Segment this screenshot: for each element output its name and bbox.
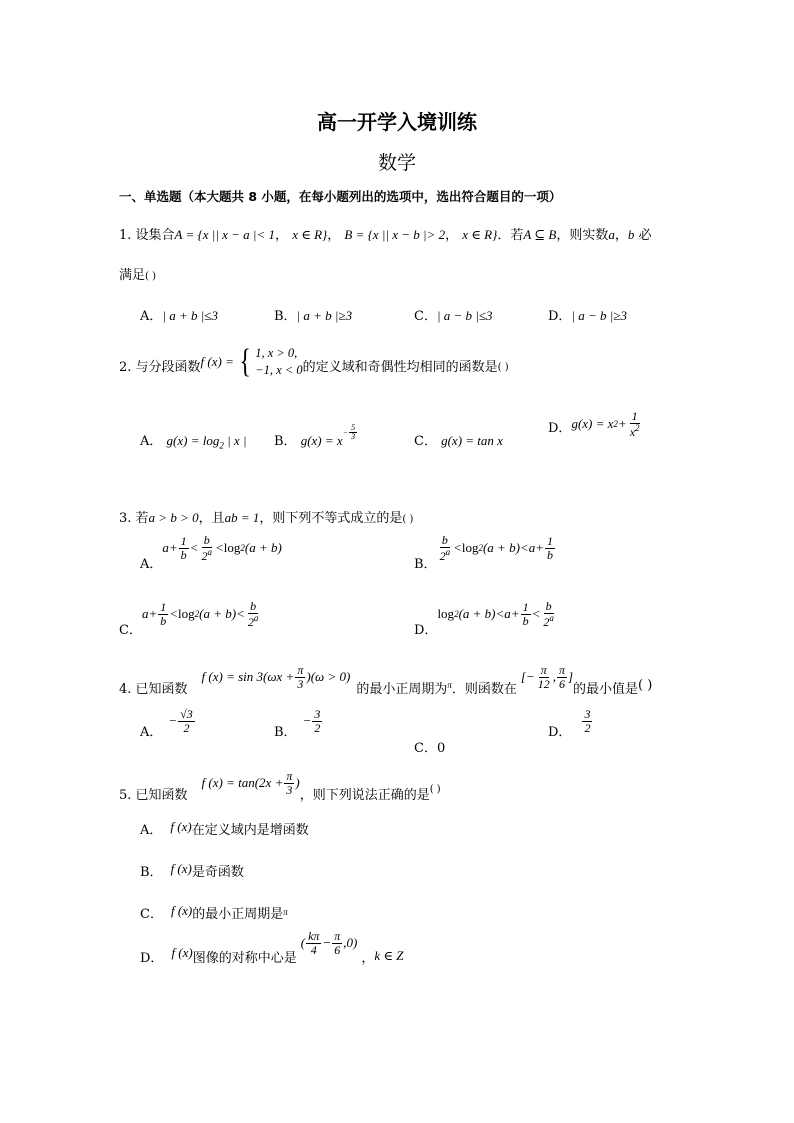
- option-label: D．: [548, 421, 572, 437]
- math-text: 2: [247, 614, 254, 629]
- q2-option-c[interactable]: [414, 430, 503, 449]
- option-fx: f (x): [171, 945, 193, 961]
- frac-num: √3: [180, 707, 193, 721]
- question-1-line-2: [119, 264, 156, 283]
- math-text: a: [528, 540, 536, 556]
- option-text: 0: [436, 741, 446, 756]
- q3-option-c[interactable]: [119, 599, 261, 640]
- q5-function: [202, 770, 300, 796]
- q5-option-a[interactable]: [140, 819, 309, 838]
- math-text: <: [236, 606, 245, 622]
- option-text: 的最小正周期是: [192, 907, 284, 922]
- frac-den: 4: [310, 942, 317, 957]
- q1-option-c[interactable]: [414, 305, 493, 324]
- q4-interval: [521, 664, 573, 690]
- math-fraction: [628, 410, 642, 438]
- frac-den: 3: [297, 676, 304, 691]
- q2-cases: [255, 345, 302, 379]
- option-label: B．: [140, 865, 163, 880]
- math-text: f (x) = sin 3(ωx +: [201, 669, 295, 685]
- math-text: ,: [552, 669, 556, 685]
- math-fraction: [284, 770, 294, 796]
- math-text: ]: [567, 669, 574, 685]
- section-heading: 一、单选题（本大题共 8 小题，在每小题列出的选项中，选出符合题目的一项）: [119, 189, 562, 204]
- question-2: [119, 345, 509, 379]
- math-sup: a: [253, 612, 259, 623]
- q2-option-a[interactable]: [140, 430, 247, 451]
- math-text: −: [322, 935, 332, 951]
- math-sup: 2: [635, 422, 640, 433]
- frac-den: 3: [286, 782, 293, 797]
- math-sup-sign: −: [342, 428, 349, 437]
- option-label: B．: [274, 309, 297, 324]
- math-fraction: [545, 535, 555, 561]
- math-fraction: [179, 535, 189, 561]
- math-text: <: [531, 606, 541, 622]
- frac-num: 1: [160, 600, 167, 614]
- q5-option-d[interactable]: [140, 929, 404, 966]
- math-text: g(x) = x: [300, 433, 343, 448]
- q2-fx: f (x) =: [200, 354, 234, 369]
- answer-blank: ( ): [429, 783, 441, 795]
- option-text: 图像的对称中心是: [192, 950, 297, 966]
- frac-den: 2: [183, 720, 190, 735]
- frac-den: 3: [351, 432, 356, 441]
- question-1-line-1: [119, 224, 652, 243]
- math-text: g(x) = log: [166, 433, 220, 448]
- frac-num: b: [250, 599, 257, 613]
- option-text: 是奇函数: [191, 865, 244, 880]
- option-math: [142, 600, 261, 628]
- option-text: 在定义域内是增函数: [191, 823, 309, 838]
- answer-blank: ( ): [402, 514, 414, 525]
- math-text: −: [168, 713, 178, 729]
- option-label: D．: [140, 950, 164, 966]
- math-sup: a: [445, 546, 451, 557]
- math-fraction: [199, 534, 214, 562]
- q2-stem-b: 的定义域和奇偶性均相同的函数是: [302, 360, 498, 375]
- option-pi: π: [283, 907, 288, 917]
- math-sep: ，: [361, 950, 375, 966]
- frac-num: 1: [522, 600, 529, 614]
- option-math: [437, 534, 556, 562]
- q5-option-c[interactable]: [140, 903, 288, 922]
- q3-stem: 3. 若: [119, 511, 149, 526]
- math-fraction: [521, 601, 531, 627]
- math-text: ,0): [343, 935, 358, 951]
- q3-cond-2: ab = 1: [224, 510, 260, 525]
- option-fx: f (x): [170, 903, 193, 918]
- math-fraction: [349, 424, 357, 442]
- q1-stem-d: 必: [638, 228, 652, 243]
- option-fx: f (x): [170, 861, 192, 876]
- math-text: (: [300, 935, 306, 951]
- frac-num: π: [297, 663, 304, 677]
- q4-option-d[interactable]: [548, 707, 593, 742]
- option-label: A．: [140, 309, 163, 324]
- q2-piecewise: [201, 345, 303, 379]
- frac-den: [628, 424, 642, 439]
- q1-option-b[interactable]: [274, 305, 352, 324]
- q4-option-a[interactable]: [140, 707, 196, 742]
- q5-stem-b: ，则下列说法正确的是: [299, 787, 430, 803]
- option-label: C．: [414, 741, 437, 756]
- math-text: <: [214, 540, 224, 556]
- frac-num: π: [558, 663, 565, 677]
- math-text: log: [437, 606, 455, 622]
- question-5: [119, 769, 441, 803]
- option-math: [581, 708, 593, 734]
- q1-domain-b: x ∈ R}: [462, 227, 498, 242]
- q5-option-b[interactable]: [140, 861, 244, 880]
- math-text: log: [178, 606, 195, 622]
- q1-sep: ，: [445, 228, 459, 243]
- option-label: D．: [548, 725, 572, 741]
- frac-num: 3: [314, 707, 321, 721]
- q1-option-d[interactable]: [548, 305, 627, 324]
- brace-glyph: {: [239, 343, 251, 380]
- option-label: D．: [548, 309, 572, 324]
- q2-option-d[interactable]: [548, 410, 643, 438]
- frac-den: 6: [558, 676, 565, 691]
- math-text: +: [617, 416, 627, 432]
- page-title: 高一开学入境训练: [317, 110, 477, 134]
- q2-option-b[interactable]: [274, 422, 358, 451]
- math-text: <: [169, 606, 179, 622]
- answer-blank: ( ): [638, 677, 653, 693]
- math-sup: a: [549, 612, 554, 623]
- math-fraction: [312, 708, 322, 734]
- frac-den: b: [180, 547, 187, 562]
- math-text: 2: [201, 548, 208, 563]
- math-fraction: [582, 708, 592, 734]
- option-label: C．: [140, 907, 163, 922]
- q4-stem-d: 的最小值是: [573, 681, 639, 697]
- q3-stem-c: ，则下列不等式成立的是: [259, 511, 403, 526]
- frac-den: b: [522, 613, 529, 628]
- option-label: B．: [274, 725, 297, 741]
- q1-stem-e: 满足: [119, 268, 146, 283]
- frac-num: b: [441, 533, 448, 547]
- math-text: <: [495, 606, 505, 622]
- frac-den: [199, 548, 214, 563]
- option-label: A．: [140, 725, 163, 741]
- math-text: <: [519, 540, 529, 556]
- option-math: [303, 708, 324, 734]
- math-sup: a: [207, 546, 212, 557]
- math-fraction: [246, 600, 261, 628]
- q4-option-c[interactable]: [414, 737, 445, 756]
- math-text: 2: [543, 614, 550, 629]
- q1-sep: ，: [327, 228, 341, 243]
- subject-title: 数学: [377, 152, 416, 174]
- math-text: (a + b): [458, 606, 496, 622]
- math-text: (a + b): [482, 540, 520, 556]
- frac-num: b: [203, 533, 210, 547]
- q4-stem-c: ．则函数在: [451, 681, 517, 697]
- q3-cond-1: a > b > 0: [148, 510, 199, 525]
- frac-num: 3: [584, 707, 591, 721]
- frac-num: 1: [180, 534, 187, 548]
- option-label: A．: [140, 823, 163, 838]
- math-sub: 2: [478, 543, 483, 554]
- option-math: [300, 422, 358, 448]
- option-math: [168, 708, 195, 734]
- q4-function: [202, 664, 351, 690]
- option-math: | a + b |≥3: [296, 308, 353, 323]
- answer-blank: ( ): [145, 271, 156, 282]
- frac-num: π: [286, 769, 293, 783]
- math-text: −: [302, 713, 312, 729]
- option-label: B．: [274, 434, 297, 449]
- math-text: | x |: [223, 433, 247, 448]
- option-math: [571, 410, 642, 438]
- frac-den: [541, 614, 556, 629]
- math-text: f (x) = tan(2x +: [201, 775, 284, 791]
- option-label: B．: [414, 557, 437, 573]
- math-text: k ∈ Z: [374, 948, 404, 964]
- frac-num: π: [334, 929, 341, 943]
- option-label: D．: [414, 623, 438, 639]
- q3-option-d[interactable]: [414, 599, 557, 640]
- frac-num: π: [540, 663, 547, 677]
- frac-den: [246, 614, 261, 629]
- q2-stem: 2. 与分段函数: [119, 360, 201, 375]
- frac-den: 2: [314, 720, 321, 735]
- q1-subset: A ⊆ B: [523, 227, 557, 242]
- option-label: C．: [414, 434, 437, 449]
- math-text: <: [189, 540, 199, 556]
- q1-var-a: a: [608, 227, 615, 242]
- frac-num: 1: [546, 534, 553, 548]
- q1-stem-c: ，则实数: [556, 228, 609, 243]
- math-fraction: [557, 664, 567, 690]
- q3-option-a[interactable]: [140, 533, 282, 574]
- q2-case-2: −1, x < 0: [255, 363, 303, 377]
- frac-den: [438, 548, 453, 563]
- answer-blank: ( ): [497, 362, 509, 373]
- option-math: | a − b |≤3: [436, 308, 493, 323]
- option-math: | a − b |≥3: [571, 308, 627, 323]
- q4-pi: π: [447, 680, 452, 691]
- math-fraction: [158, 601, 168, 627]
- q1-var-b: b: [627, 227, 635, 242]
- option-math: g(x) = tan x: [441, 433, 503, 448]
- q3-option-b[interactable]: [414, 533, 556, 574]
- math-text: <: [453, 540, 462, 556]
- math-fraction: [306, 930, 321, 956]
- frac-den: 12: [537, 676, 550, 691]
- question-3: [119, 507, 413, 526]
- math-text: x: [629, 424, 636, 439]
- q1-domain-a: x ∈ R}: [292, 227, 328, 242]
- math-text: a: [141, 606, 149, 622]
- option-math: | a + b |≤3: [162, 308, 218, 323]
- math-text: +: [510, 606, 520, 622]
- math-fraction: [332, 930, 342, 956]
- math-text: log: [223, 540, 241, 556]
- math-text: [−: [520, 669, 535, 685]
- q4-stem-b: 的最小正周期为: [356, 681, 448, 697]
- math-text: g(x) = x: [571, 416, 614, 432]
- question-4: [119, 663, 653, 697]
- math-text: +: [535, 540, 544, 556]
- math-text: +: [168, 540, 178, 556]
- math-sup: 2: [613, 419, 618, 430]
- option-label: C．: [119, 623, 142, 639]
- math-text: a: [162, 540, 169, 556]
- math-text: ): [295, 775, 300, 791]
- math-sub: 2: [219, 440, 224, 451]
- option-math: [301, 930, 358, 956]
- frac-num: 5: [351, 422, 356, 432]
- q1-set-b: B = {x || x − b |> 2: [344, 227, 446, 242]
- q1-set-a: A = {x || x − a |< 1: [174, 227, 276, 242]
- math-fraction: [295, 664, 305, 690]
- math-text: (a + b): [244, 540, 282, 556]
- math-text: (a + b): [199, 606, 237, 622]
- frac-den: 6: [334, 942, 341, 957]
- math-text: +: [148, 606, 158, 622]
- q1-option-a[interactable]: [140, 305, 218, 324]
- math-sub: 2: [194, 609, 200, 620]
- q5-stem: 5. 已知函数: [119, 787, 188, 803]
- option-label: C．: [414, 309, 437, 324]
- frac-num: 1: [631, 409, 638, 423]
- option-math: [166, 433, 247, 451]
- option-label: A．: [140, 557, 163, 573]
- math-fraction: [541, 600, 556, 628]
- q2-case-1: 1, x > 0,: [255, 346, 298, 361]
- math-text: )(ω > 0): [306, 669, 351, 685]
- math-text: log: [461, 540, 479, 556]
- q1-stem-b: ．若: [497, 228, 524, 243]
- q1-stem: 1. 设集合: [119, 228, 175, 243]
- frac-num: kπ: [308, 929, 320, 943]
- q1-sep: ，: [614, 228, 628, 243]
- option-fx: f (x): [170, 819, 192, 834]
- frac-den: 2: [584, 720, 591, 735]
- math-fraction: [438, 534, 453, 562]
- q4-option-b[interactable]: [274, 707, 323, 742]
- math-text: 2: [439, 548, 446, 563]
- math-text: a: [504, 606, 511, 622]
- option-math: [437, 600, 556, 628]
- option-math: [162, 534, 281, 562]
- option-label: A．: [140, 434, 163, 449]
- q4-stem: 4. 已知函数: [119, 681, 188, 697]
- math-sub: 2: [240, 543, 245, 554]
- frac-num: b: [545, 599, 552, 613]
- frac-den: b: [160, 613, 167, 628]
- frac-den: b: [546, 547, 553, 562]
- math-fraction: [178, 708, 195, 734]
- math-sub: 2: [454, 609, 459, 620]
- q1-sep: ，: [275, 228, 289, 243]
- q3-stem-b: ，且: [198, 511, 225, 526]
- math-fraction: [536, 664, 552, 690]
